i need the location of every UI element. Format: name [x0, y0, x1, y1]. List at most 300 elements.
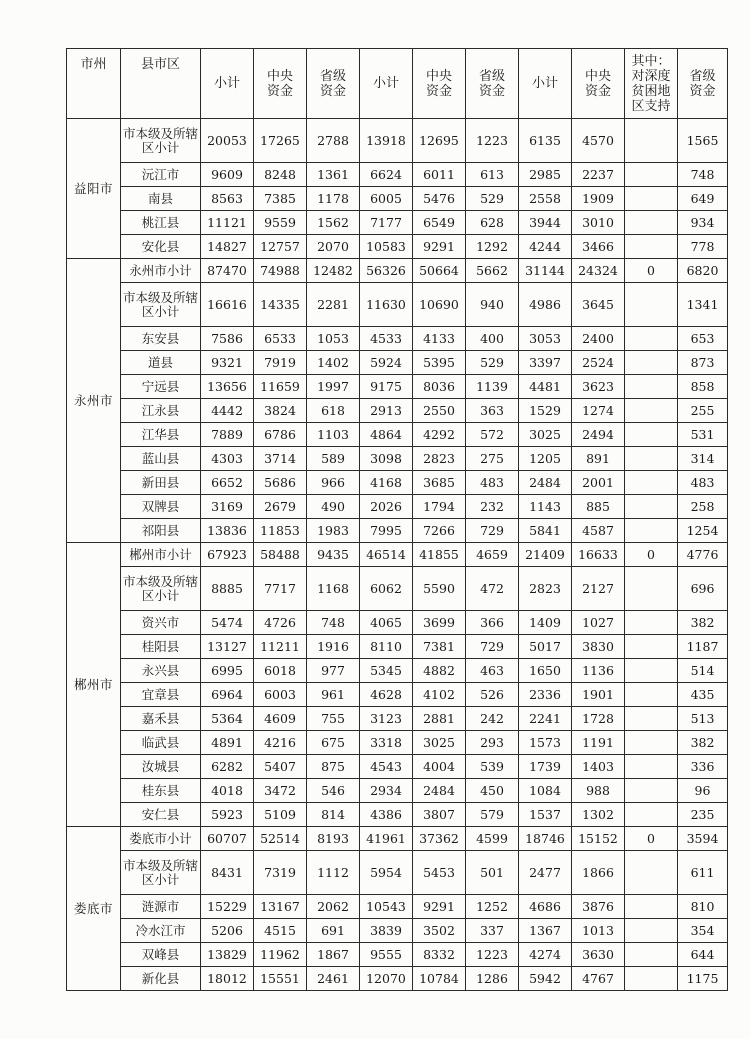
value-cell	[625, 919, 678, 943]
value-cell: 5407	[254, 755, 307, 779]
table-row	[67, 851, 728, 895]
value-cell: 400	[466, 327, 519, 351]
value-cell: 1223	[466, 119, 519, 163]
header-city: 市州	[67, 49, 121, 119]
value-cell: 1254	[678, 519, 728, 543]
table-row	[67, 567, 728, 611]
table-row	[67, 967, 728, 991]
value-cell: 463	[466, 659, 519, 683]
value-cell: 3502	[413, 919, 466, 943]
value-cell: 1739	[519, 755, 572, 779]
value-cell: 1916	[307, 635, 360, 659]
value-cell: 12070	[360, 967, 413, 991]
value-cell: 314	[678, 447, 728, 471]
value-cell: 8036	[413, 375, 466, 399]
table-row	[67, 327, 728, 351]
value-cell: 1292	[466, 235, 519, 259]
county-name-cell: 新化县	[121, 967, 201, 991]
value-cell: 3824	[254, 399, 307, 423]
value-cell: 4004	[413, 755, 466, 779]
value-cell: 31144	[519, 259, 572, 283]
value-cell: 7586	[201, 327, 254, 351]
value-cell: 17265	[254, 119, 307, 163]
value-cell: 3123	[360, 707, 413, 731]
value-cell: 755	[307, 707, 360, 731]
value-cell: 87470	[201, 259, 254, 283]
value-cell: 2484	[413, 779, 466, 803]
value-cell: 3839	[360, 919, 413, 943]
value-cell: 1409	[519, 611, 572, 635]
value-cell: 644	[678, 943, 728, 967]
value-cell: 653	[678, 327, 728, 351]
value-cell: 2823	[413, 447, 466, 471]
value-cell: 46514	[360, 543, 413, 567]
value-cell: 363	[466, 399, 519, 423]
value-cell: 5841	[519, 519, 572, 543]
value-cell: 5345	[360, 659, 413, 683]
value-cell: 7995	[360, 519, 413, 543]
value-cell: 1302	[572, 803, 625, 827]
value-cell: 1178	[307, 187, 360, 211]
value-cell: 1139	[466, 375, 519, 399]
table-row	[67, 827, 728, 851]
value-cell: 513	[678, 707, 728, 731]
table-row	[67, 779, 728, 803]
value-cell	[625, 567, 678, 611]
table-row	[67, 611, 728, 635]
value-cell	[625, 163, 678, 187]
value-cell: 2062	[307, 895, 360, 919]
value-cell: 6282	[201, 755, 254, 779]
table-row	[67, 495, 728, 519]
county-name-cell: 双牌县	[121, 495, 201, 519]
value-cell: 649	[678, 187, 728, 211]
value-cell: 4628	[360, 683, 413, 707]
value-cell: 5476	[413, 187, 466, 211]
value-cell: 696	[678, 567, 728, 611]
county-name-cell: 娄底市小计	[121, 827, 201, 851]
value-cell: 12482	[307, 259, 360, 283]
value-cell: 7319	[254, 851, 307, 895]
value-cell: 1084	[519, 779, 572, 803]
value-cell	[625, 423, 678, 447]
value-cell: 5206	[201, 919, 254, 943]
value-cell: 1573	[519, 731, 572, 755]
value-cell: 4515	[254, 919, 307, 943]
county-name-cell: 汝城县	[121, 755, 201, 779]
value-cell: 4570	[572, 119, 625, 163]
header-subtotal-2: 小计	[360, 49, 413, 119]
value-cell	[625, 495, 678, 519]
value-cell: 9291	[413, 235, 466, 259]
value-cell: 3944	[519, 211, 572, 235]
value-cell: 18012	[201, 967, 254, 991]
value-cell: 675	[307, 731, 360, 755]
value-cell: 3714	[254, 447, 307, 471]
value-cell: 977	[307, 659, 360, 683]
value-cell: 56326	[360, 259, 413, 283]
value-cell: 1901	[572, 683, 625, 707]
value-cell: 13656	[201, 375, 254, 399]
table-row	[67, 119, 728, 163]
header-county: 县市区	[121, 49, 201, 119]
value-cell: 589	[307, 447, 360, 471]
value-cell: 5395	[413, 351, 466, 375]
value-cell: 2281	[307, 283, 360, 327]
value-cell: 8110	[360, 635, 413, 659]
value-cell: 526	[466, 683, 519, 707]
value-cell: 3623	[572, 375, 625, 399]
value-cell: 435	[678, 683, 728, 707]
value-cell: 3318	[360, 731, 413, 755]
value-cell: 988	[572, 779, 625, 803]
header-provincial-2: 省级资金	[466, 49, 519, 119]
header-subtotal-3: 小计	[519, 49, 572, 119]
value-cell: 483	[466, 471, 519, 495]
county-name-cell: 市本级及所辖区小计	[121, 283, 201, 327]
value-cell: 4102	[413, 683, 466, 707]
table-row	[67, 211, 728, 235]
table-row	[67, 283, 728, 327]
value-cell: 41855	[413, 543, 466, 567]
value-cell: 4776	[678, 543, 728, 567]
value-cell: 5942	[519, 967, 572, 991]
value-cell	[625, 731, 678, 755]
value-cell: 4481	[519, 375, 572, 399]
value-cell	[625, 635, 678, 659]
value-cell: 255	[678, 399, 728, 423]
value-cell: 5662	[466, 259, 519, 283]
value-cell: 9555	[360, 943, 413, 967]
value-cell: 3025	[519, 423, 572, 447]
value-cell: 74988	[254, 259, 307, 283]
value-cell: 7177	[360, 211, 413, 235]
value-cell: 1136	[572, 659, 625, 683]
value-cell: 546	[307, 779, 360, 803]
table-row	[67, 259, 728, 283]
value-cell: 50664	[413, 259, 466, 283]
table-row	[67, 187, 728, 211]
value-cell: 5923	[201, 803, 254, 827]
value-cell: 748	[307, 611, 360, 635]
value-cell: 628	[466, 211, 519, 235]
value-cell: 37362	[413, 827, 466, 851]
value-cell	[625, 187, 678, 211]
table-row	[67, 235, 728, 259]
value-cell: 60707	[201, 827, 254, 851]
value-cell: 9175	[360, 375, 413, 399]
value-cell: 336	[678, 755, 728, 779]
value-cell: 382	[678, 611, 728, 635]
value-cell: 885	[572, 495, 625, 519]
value-cell: 1565	[678, 119, 728, 163]
value-cell: 4133	[413, 327, 466, 351]
value-cell: 6533	[254, 327, 307, 351]
value-cell: 7385	[254, 187, 307, 211]
value-cell: 1286	[466, 967, 519, 991]
county-name-cell: 资兴市	[121, 611, 201, 635]
county-name-cell: 涟源市	[121, 895, 201, 919]
value-cell: 4543	[360, 755, 413, 779]
value-cell: 1168	[307, 567, 360, 611]
value-cell: 13167	[254, 895, 307, 919]
value-cell	[625, 471, 678, 495]
header-row	[67, 49, 728, 119]
value-cell: 6003	[254, 683, 307, 707]
value-cell: 2026	[360, 495, 413, 519]
value-cell: 5474	[201, 611, 254, 635]
value-cell: 18746	[519, 827, 572, 851]
table-row	[67, 375, 728, 399]
value-cell: 5453	[413, 851, 466, 895]
value-cell	[625, 659, 678, 683]
value-cell: 1728	[572, 707, 625, 731]
value-cell: 618	[307, 399, 360, 423]
value-cell: 0	[625, 827, 678, 851]
value-cell: 20053	[201, 119, 254, 163]
value-cell: 1794	[413, 495, 466, 519]
county-name-cell: 东安县	[121, 327, 201, 351]
header-central-1: 中央资金	[254, 49, 307, 119]
value-cell: 1112	[307, 851, 360, 895]
county-name-cell: 桂东县	[121, 779, 201, 803]
value-cell: 611	[678, 851, 728, 895]
table-row	[67, 803, 728, 827]
table-row	[67, 447, 728, 471]
value-cell: 572	[466, 423, 519, 447]
value-cell: 13829	[201, 943, 254, 967]
value-cell: 3630	[572, 943, 625, 967]
value-cell: 4599	[466, 827, 519, 851]
value-cell: 729	[466, 519, 519, 543]
value-cell: 337	[466, 919, 519, 943]
value-cell: 3098	[360, 447, 413, 471]
value-cell: 1529	[519, 399, 572, 423]
value-cell: 7266	[413, 519, 466, 543]
value-cell: 3025	[413, 731, 466, 755]
value-cell: 235	[678, 803, 728, 827]
value-cell: 4767	[572, 967, 625, 991]
value-cell: 2127	[572, 567, 625, 611]
value-cell: 1997	[307, 375, 360, 399]
value-cell: 13918	[360, 119, 413, 163]
value-cell: 9435	[307, 543, 360, 567]
county-name-cell: 郴州市小计	[121, 543, 201, 567]
value-cell: 858	[678, 375, 728, 399]
value-cell: 8193	[307, 827, 360, 851]
value-cell: 2070	[307, 235, 360, 259]
value-cell: 6964	[201, 683, 254, 707]
value-cell: 10690	[413, 283, 466, 327]
value-cell: 15152	[572, 827, 625, 851]
value-cell: 4274	[519, 943, 572, 967]
value-cell: 3807	[413, 803, 466, 827]
value-cell: 2336	[519, 683, 572, 707]
county-name-cell: 临武县	[121, 731, 201, 755]
county-name-cell: 祁阳县	[121, 519, 201, 543]
value-cell	[625, 707, 678, 731]
value-cell	[625, 803, 678, 827]
value-cell: 4386	[360, 803, 413, 827]
table-row	[67, 423, 728, 447]
value-cell: 940	[466, 283, 519, 327]
value-cell: 778	[678, 235, 728, 259]
value-cell: 11630	[360, 283, 413, 327]
value-cell: 6018	[254, 659, 307, 683]
value-cell	[625, 235, 678, 259]
value-cell: 96	[678, 779, 728, 803]
table-row	[67, 755, 728, 779]
header-subtotal-1: 小计	[201, 49, 254, 119]
value-cell: 472	[466, 567, 519, 611]
value-cell: 1103	[307, 423, 360, 447]
value-cell	[625, 399, 678, 423]
value-cell: 12695	[413, 119, 466, 163]
table-row	[67, 943, 728, 967]
header-provincial-3: 省级资金	[678, 49, 728, 119]
value-cell: 9559	[254, 211, 307, 235]
value-cell: 501	[466, 851, 519, 895]
value-cell: 529	[466, 351, 519, 375]
value-cell: 67923	[201, 543, 254, 567]
value-cell: 6995	[201, 659, 254, 683]
value-cell: 13127	[201, 635, 254, 659]
value-cell: 6624	[360, 163, 413, 187]
value-cell: 966	[307, 471, 360, 495]
value-cell: 2934	[360, 779, 413, 803]
value-cell: 6011	[413, 163, 466, 187]
value-cell: 814	[307, 803, 360, 827]
value-cell: 3594	[678, 827, 728, 851]
value-cell: 514	[678, 659, 728, 683]
value-cell: 4216	[254, 731, 307, 755]
value-cell: 873	[678, 351, 728, 375]
table-row	[67, 683, 728, 707]
value-cell: 2461	[307, 967, 360, 991]
value-cell: 3053	[519, 327, 572, 351]
value-cell: 9321	[201, 351, 254, 375]
header-deep-poverty-support: 其中：对深度贫困地区支持	[625, 49, 678, 119]
value-cell: 7717	[254, 567, 307, 611]
value-cell: 13836	[201, 519, 254, 543]
value-cell: 15229	[201, 895, 254, 919]
value-cell: 2524	[572, 351, 625, 375]
value-cell: 4609	[254, 707, 307, 731]
value-cell: 9609	[201, 163, 254, 187]
value-cell: 2788	[307, 119, 360, 163]
value-cell: 4659	[466, 543, 519, 567]
value-cell: 531	[678, 423, 728, 447]
value-cell: 6652	[201, 471, 254, 495]
value-cell: 6062	[360, 567, 413, 611]
value-cell: 2237	[572, 163, 625, 187]
value-cell: 11211	[254, 635, 307, 659]
value-cell: 6786	[254, 423, 307, 447]
value-cell: 6549	[413, 211, 466, 235]
value-cell: 7889	[201, 423, 254, 447]
value-cell: 15551	[254, 967, 307, 991]
value-cell: 1361	[307, 163, 360, 187]
value-cell: 2679	[254, 495, 307, 519]
value-cell: 366	[466, 611, 519, 635]
value-cell: 4891	[201, 731, 254, 755]
value-cell: 16633	[572, 543, 625, 567]
value-cell	[625, 851, 678, 895]
value-cell: 1053	[307, 327, 360, 351]
county-name-cell: 宁远县	[121, 375, 201, 399]
value-cell	[625, 447, 678, 471]
header-central-3: 中央资金	[572, 49, 625, 119]
value-cell: 4442	[201, 399, 254, 423]
value-cell: 41961	[360, 827, 413, 851]
value-cell: 691	[307, 919, 360, 943]
value-cell: 6135	[519, 119, 572, 163]
value-cell: 1562	[307, 211, 360, 235]
value-cell: 3169	[201, 495, 254, 519]
county-name-cell: 新田县	[121, 471, 201, 495]
value-cell	[625, 967, 678, 991]
value-cell: 242	[466, 707, 519, 731]
table-row	[67, 163, 728, 187]
value-cell: 1367	[519, 919, 572, 943]
table-row	[67, 895, 728, 919]
value-cell: 2484	[519, 471, 572, 495]
table-row	[67, 659, 728, 683]
county-name-cell: 市本级及所辖区小计	[121, 851, 201, 895]
value-cell: 450	[466, 779, 519, 803]
value-cell	[625, 211, 678, 235]
table-row	[67, 731, 728, 755]
value-cell: 4018	[201, 779, 254, 803]
funding-table	[66, 48, 728, 991]
county-name-cell: 双峰县	[121, 943, 201, 967]
table-row	[67, 707, 728, 731]
value-cell: 4244	[519, 235, 572, 259]
value-cell: 275	[466, 447, 519, 471]
value-cell: 5954	[360, 851, 413, 895]
value-cell: 934	[678, 211, 728, 235]
value-cell: 1274	[572, 399, 625, 423]
value-cell: 5364	[201, 707, 254, 731]
value-cell: 7919	[254, 351, 307, 375]
value-cell: 354	[678, 919, 728, 943]
city-cell: 永州市	[67, 259, 121, 543]
header-central-2: 中央资金	[413, 49, 466, 119]
value-cell	[625, 611, 678, 635]
value-cell	[625, 375, 678, 399]
value-cell: 2400	[572, 327, 625, 351]
value-cell: 3699	[413, 611, 466, 635]
value-cell: 1650	[519, 659, 572, 683]
value-cell: 5017	[519, 635, 572, 659]
value-cell: 961	[307, 683, 360, 707]
value-cell: 579	[466, 803, 519, 827]
value-cell: 11121	[201, 211, 254, 235]
value-cell: 8563	[201, 187, 254, 211]
value-cell: 11853	[254, 519, 307, 543]
value-cell: 232	[466, 495, 519, 519]
value-cell: 14827	[201, 235, 254, 259]
county-name-cell: 南县	[121, 187, 201, 211]
value-cell: 4864	[360, 423, 413, 447]
value-cell	[625, 683, 678, 707]
value-cell: 4533	[360, 327, 413, 351]
value-cell: 1909	[572, 187, 625, 211]
value-cell: 10784	[413, 967, 466, 991]
value-cell: 1013	[572, 919, 625, 943]
value-cell: 8885	[201, 567, 254, 611]
value-cell: 1403	[572, 755, 625, 779]
